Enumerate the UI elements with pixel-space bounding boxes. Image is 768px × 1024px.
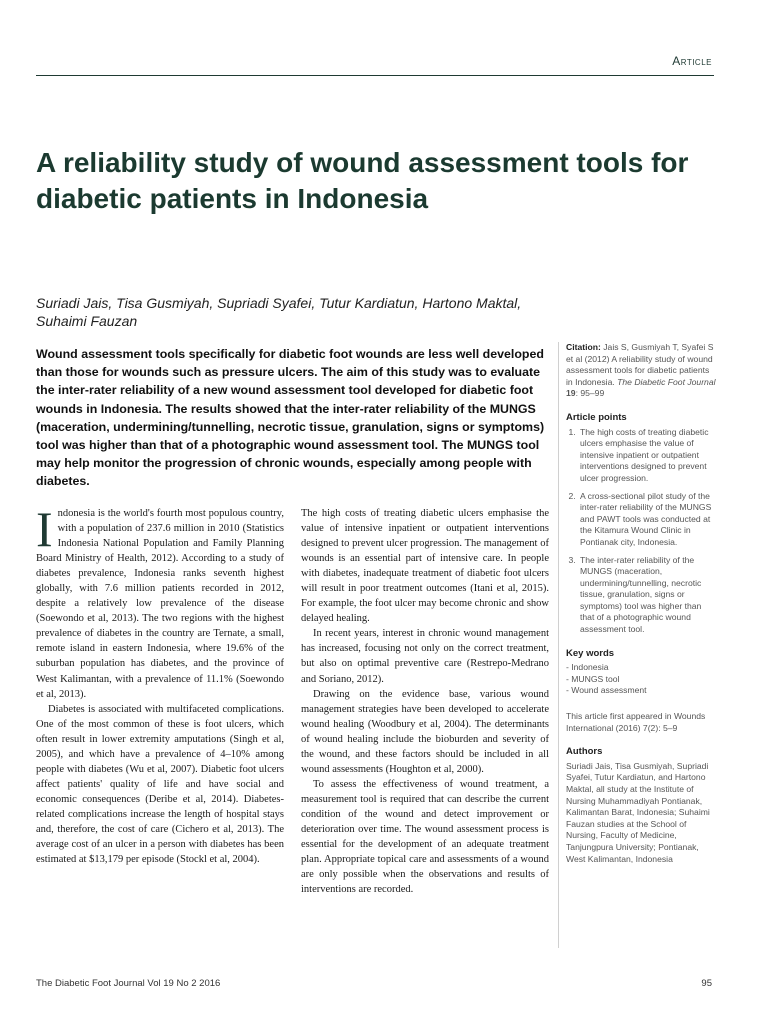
list-item: 2. A cross-sectional pilot study of the inter-rater reliability of the MUNGS and PAWT tools was conducted at the Kitamura Wound Clinic in Pontianak city, Indonesia. [578,491,716,549]
keywords-list [566,662,716,697]
body-paragraph: To assess the effectiveness of wound treatment, a measurement tool is required that can describe the current condition of the wound and detect improvement or deterioration over time. The wound assessment process is essential for the development of an adequate treatment plan. Appropriate topical care and assessments of a wound are only possible when the observations and results of interventions are recorded. [301,778,549,896]
body-paragraph: Diabetes is associated with multifaceted complications. One of the most common of these is foot ulcers, which often result in lower extremity amputations (Singh et al, 2005), and which have a prevalence of 4–10% among people with diabetes (Wu et al, 2007). Diabetic foot ulcers affect patients' quality of life and have social and economic consequences (Deribe et al, 2014). Diabetes-related complications increase the length of hospital stays and, therefore, the cost of care (Cichero et al, 2013). The average cost of an ulcer in a person with diabetes has been estimated at $13,179 per episode (Stockl et al, 2004). [36,703,284,866]
keywords-heading: Key words [566,647,615,659]
author-affiliations: Suriadi Jais, Tisa Gusmiyah, Supriadi Syafei, Tutur Kardiatun, and Hartono Maktal, all study at the Institute of Nursing Muhammadiyah Pontianak, Kalimantan Barat, Indonesia; Suhaimi Fauzan studies at the School of Nursing, Faculty of Medicine, Tanjungpura University; Pontianak, West Kalimantan, Indonesia [566,760,710,864]
body-column-left [36,501,284,867]
body-paragraph: In recent years, interest in chronic wound management has increased, focusing not only on the correct treatment, but also on optimal preventive care (Restrepo-Medrano and Soriano, 2012). [301,628,549,685]
body-paragraph: The high costs of treating diabetic ulcers emphasise the value of intensive inpatient or outpatient interventions designed to prevent ulcer progression. The management of wounds is an essential part of intensive care. In people with diabetes, inadequate treatment of diabetic foot ulcers will result in poor treatment outcomes (Itani et al, 2015). For example, the foot ulcer may become chronic and show delayed healing. [301,508,549,625]
list-item: 3. The inter-rater reliability of the MUNGS (maceration, undermining/tunnelling, necrotic tissue, granulation, signs or symptoms) tool was higher than that of a photographic wound assessment tool. [578,555,716,636]
citation: Citation: Jais S, Gusmiyah T, Syafei S et al (2012) A reliability study of wound assessment tools for diabetic patients in Indonesia. The Diabetic Foot Journal 19: 95–99 [566,342,716,399]
sidebar [558,342,716,948]
list-item: 1. The high costs of treating diabetic ulcers emphasise the value of intensive inpatient or outpatient interventions designed to prevent ulcer progression. [578,427,716,485]
article-title: A reliability study of wound assessment tools for diabetic patients in Indonesia [36,147,689,214]
authors-heading: Authors [566,746,603,758]
body-column-right [301,506,549,897]
article-points-list [566,427,716,636]
abstract: Wound assessment tools specifically for diabetic foot wounds are less well developed than those for wounds such as pressure ulcers. The aim of this study was to evaluate the inter-rater reliability of a new wound assessment tool developed for diabetic foot wounds in Indonesia. The results showed that the inter-rater reliability of the MUNGS (maceration, undermining/tunnelling, necrotic tissue, granulation, signs or symptoms) tool was higher than that of a photographic wound assessment tool. The MUNGS tool may help monitor the progression of chronic wounds, especially among people with diabetes. [36,347,545,489]
section-label: Article [672,54,712,68]
first-appeared-note: This article first appeared in Wounds International (2016) 7(2): 5–9 [566,711,706,733]
article-points-heading: Article points [566,411,627,423]
author-list: Suriadi Jais, Tisa Gusmiyah, Supriadi Syafei, Tutur Kardiatun, Hartono Maktal, Suhaimi Fauzan [36,295,522,329]
footer-journal: The Diabetic Foot Journal Vol 19 No 2 2016 [36,978,221,989]
list-item: - Indonesia [566,662,609,673]
body-paragraph: Indonesia is the world's fourth most populous country, with a population of 237.6 million in 2010 (Statistics Indonesia National Population and Family Planning Board Ministry of Health, 2012). According to a study of diabetes prevalence, Indonesia ranks seventh highest globally, with 7.6 million patients recorded in 2012, despite a relatively low prevalence of the disease (Soewondo et al, 2013). The two regions with the highest prevalence of diabetes in the country are Ternate, a small, remote island in eastern Indonesia, where 19.6% of the suburban population has diabetes, and the province of West Kalimantan, with a prevalence of 11.1% (Soewondo et al, 2013). [36,501,284,700]
list-item: - Wound assessment [566,685,647,696]
header-rule [36,75,714,76]
page-number: 95 [701,978,712,989]
body-paragraph: Drawing on the evidence base, various wound management strategies have been developed to accelerate wound healing (Woodbury et al, 2004). The determinants of wound healing include the bioburden and severity of the wound, and these factors should be included in all wound assessments (Houghton et al, 2000). [301,688,549,775]
drop-cap: I [36,501,53,557]
list-item: - MUNGS tool [566,673,620,684]
